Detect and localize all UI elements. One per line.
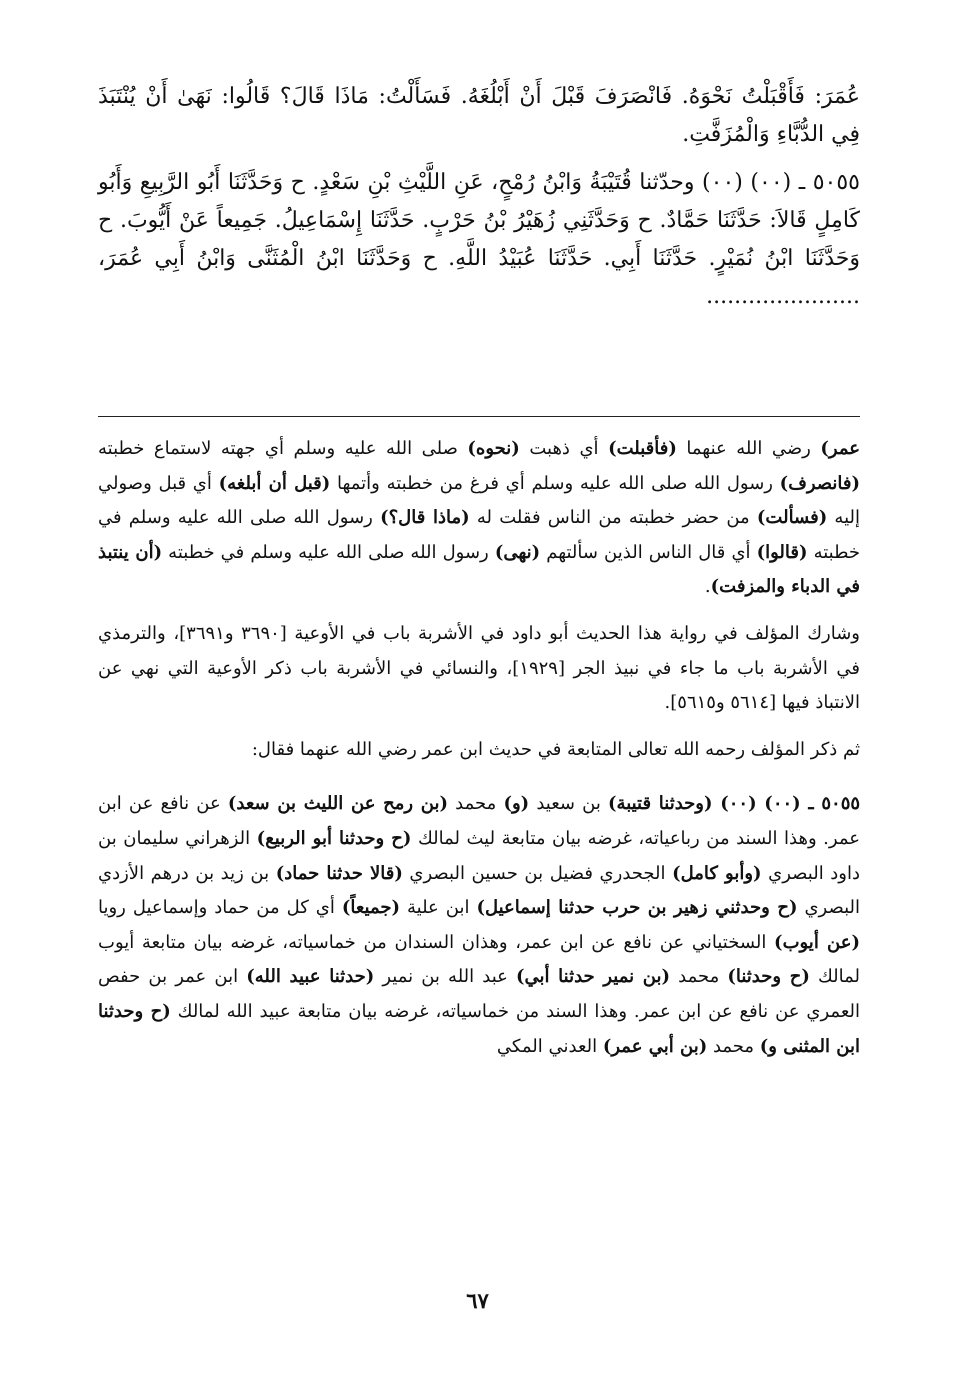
text-run: العدني المكي: [496, 1035, 603, 1057]
bold-quoted-run: (بن أبي عمر): [602, 1035, 708, 1057]
text-run: الزهراني سليمان بن داود البصري: [98, 827, 860, 884]
bold-quoted-run: (جميعاً): [341, 897, 401, 919]
hadith-paragraph-2-isnad: ٥٠٥٥ ـ (٠٠) (٠٠) وحدّثنا قُتَيْبَةُ وَابْنُ رُمْحٍ، عَنِ اللَّيْثِ بْنِ سَعْدٍ. ح وَحَدَّثَنَا أَبُو الرَّبِيعِ وَأَبُو كَامِلٍ قَالاَ: حَدَّثَنَا حَمَّادٌ. ح وَحَدَّثَنِي زُهَيْرُ بْنُ حَرْبٍ. حَدَّثَنَا إِسْمَاعِيلُ. جَمِيعاً عَنْ أَيُّوبَ. ح وَحَدَّثَنَا ابْنُ نُمَيْرٍ. حَدَّثَنَا أَبِي. حَدَّثَنَا عُبَيْدُ اللَّهِ. ح وَحَدَّثَنَا ابْنُ الْمُثَنَّى وَابْنُ أَبِي عُمَرَ، ......................: [98, 170, 860, 309]
bold-quoted-run: (أن ينتبذ في الدباء والمزفت): [98, 541, 860, 598]
bold-quoted-run: (قالوا): [756, 541, 808, 563]
text-run: صلى الله عليه وسلم أي جهته لاستماع خطبته: [98, 438, 468, 459]
text-run: عبد الله بن نمير: [374, 966, 516, 988]
bold-quoted-run: (فانصرف): [779, 472, 861, 494]
bold-quoted-run: (ح وحدثنا أبو الربيع): [256, 827, 412, 849]
text-run: رسول الله صلى الله عليه وسلم أي فرغ من خطبته وأتمها: [330, 472, 780, 494]
text-run: أي قال الناس الذين سألتهم: [540, 541, 757, 563]
bold-quoted-run: (فأقبلت): [608, 438, 677, 459]
text-run: ابن علية: [400, 897, 477, 919]
text-run: بن سعيد: [529, 793, 609, 815]
bold-quoted-run: (عن أيوب): [774, 931, 860, 953]
hadith-paragraph-1: عُمَرَ: فَأَقْبَلْتُ نَحْوَهُ. فَانْصَرَفَ قَبْلَ أَنْ أَبْلُغَهُ. فَسَأَلْتُ: مَاذَا قَالَ؟ قَالُوا: نَهَىٰ أَنْ يُنْتَبَذَ فِي الدُّبَّاءِ وَالْمُزَفَّتِ.: [98, 84, 860, 147]
bold-quoted-run: (نهى): [494, 541, 541, 563]
text-run: عن نافع عن ابن عمر. وهذا السند من رباعياته، غرضه بيان متابعة ليث لمالك: [98, 793, 860, 849]
text-run: السختياني عن نافع عن ابن عمر، وهذان السندان من خماسياته، غرضه بيان متابعة أيوب لمالك: [98, 931, 860, 988]
bold-quoted-run: ٥٠٥٥ ـ (٠٠) (٠٠) (وحدثنا قتيبة): [608, 793, 861, 815]
text-run: رسول الله صلى الله عليه وسلم في خطبته: [162, 541, 495, 563]
commentary-paragraph-3: ثم ذكر المؤلف رحمه الله تعالى المتابعة في حديث ابن عمر رضي الله عنهما فقال:: [251, 738, 860, 760]
text-run: أي قبل وصولي إليه: [98, 472, 860, 529]
footnote-divider: [98, 416, 860, 417]
bold-quoted-run: (ح وحدثنا): [727, 966, 810, 988]
bold-quoted-run: (نحوه): [467, 438, 520, 459]
bold-quoted-run: (فسألت): [756, 507, 828, 529]
text-run: الجحدري فضيل بن حسين البصري: [402, 862, 673, 884]
text-run: أي كل من حماد وإسماعيل رويا: [98, 897, 342, 919]
bold-quoted-run: (وأبو كامل): [672, 862, 762, 884]
bold-quoted-run: عمر): [820, 438, 860, 459]
text-run: أي ذهبت: [519, 438, 609, 459]
bold-quoted-run: (ح وحدثنا ابن المثنى و): [98, 1000, 860, 1057]
commentary-paragraph-4: [98, 787, 860, 1064]
text-run: من حضر خطبته من الناس فقلت له: [469, 507, 757, 529]
hadith-text-section: [98, 78, 860, 326]
text-run: .: [704, 576, 711, 598]
text-run: محمد: [448, 793, 504, 815]
text-run: رضي الله عنهما: [676, 438, 821, 459]
bold-quoted-run: (ماذا قال؟): [380, 507, 470, 529]
text-run: بن زيد بن درهم الأزدي البصري: [98, 862, 860, 919]
commentary-paragraph-1: [98, 432, 860, 605]
commentary-section: [98, 432, 860, 1076]
bold-quoted-run: (ح وحدثني زهير بن حرب حدثنا إسماعيل): [476, 897, 798, 919]
text-run: محمد: [707, 1035, 760, 1057]
bold-quoted-run: (حدثنا عبيد الله): [246, 966, 375, 988]
bold-quoted-run: (بن رمح عن الليث بن سعد): [227, 793, 449, 815]
text-run: ابن عمر بن حفص العمري عن نافع عن ابن عمر. وهذا السند من خماسياته، غرضه بيان متابعة عبيد الله لمالك: [98, 966, 860, 1022]
bold-quoted-run: (قالا حدثنا حماد): [275, 862, 403, 884]
commentary-paragraph-2: وشارك المؤلف في رواية هذا الحديث أبو داود في الأشربة باب في الأوعية [٣٦٩٠ و٣٦٩١]، والترمذي في الأشربة باب ما جاء في نبيذ الجر [١٩٢٩]، والنسائي في الأشربة باب ذكر الأوعية التي نهي عن الانتباذ فيها [٥٦١٤ و٥٦١٥].: [98, 622, 860, 714]
bold-quoted-run: (بن نمير حدثنا أبي): [516, 966, 671, 988]
bold-quoted-run: (قبل أن أبلغه): [218, 472, 331, 494]
page-number: ٦٧: [466, 1288, 489, 1313]
text-run: رسول الله صلى الله عليه وسلم في خطبته: [98, 507, 860, 563]
bold-quoted-run: (و): [503, 793, 530, 815]
text-run: محمد: [670, 966, 728, 988]
